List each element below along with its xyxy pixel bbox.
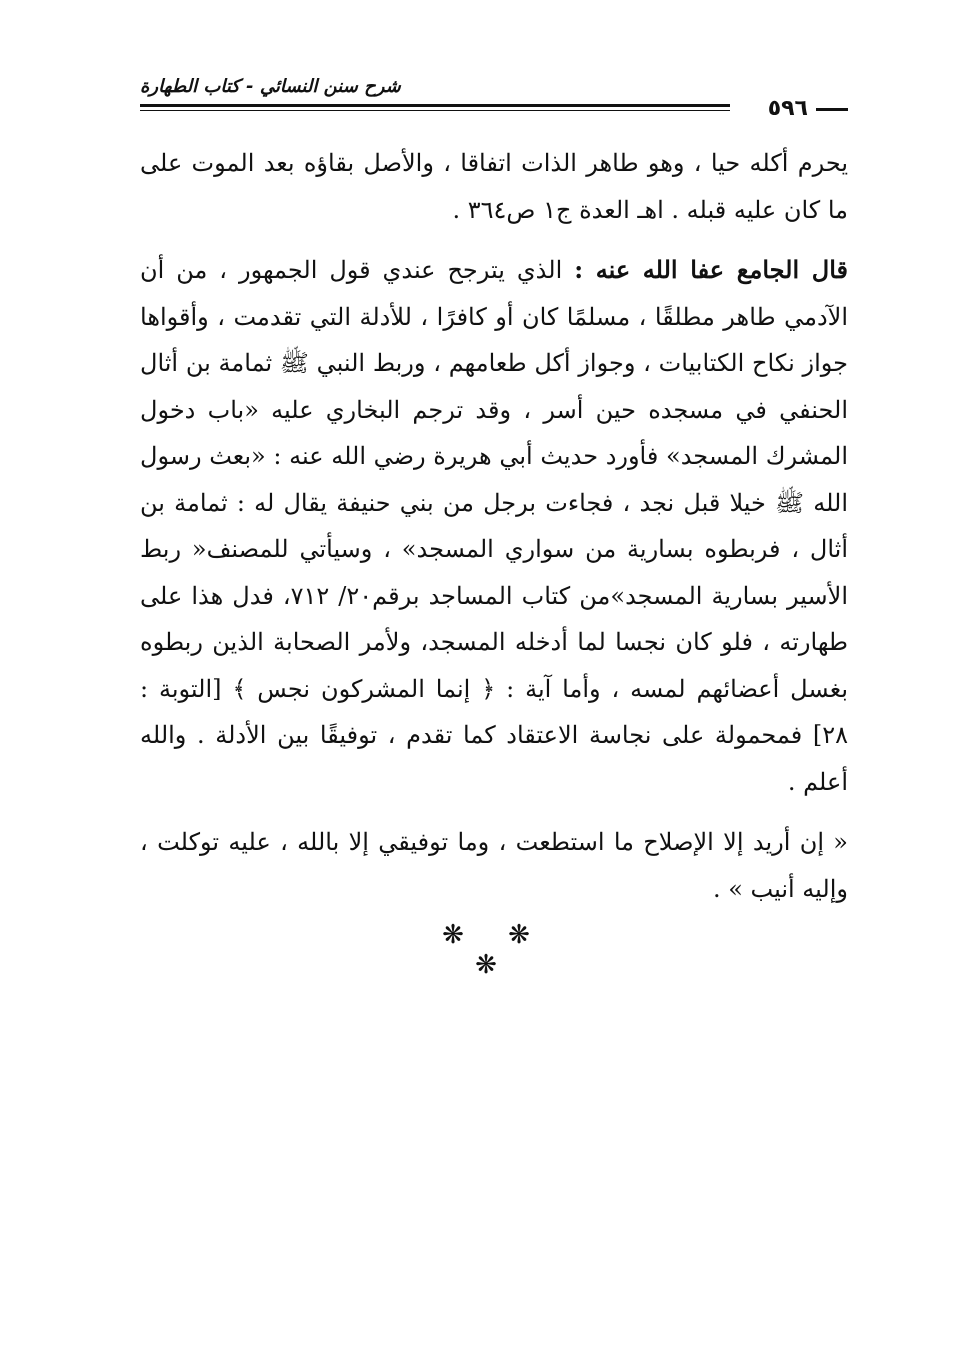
section-ornament: ❋ ❋ ❋ [442,920,548,980]
header-rule [140,104,730,107]
header-dash [816,108,848,111]
running-title: شرح سنن النسائي - كتاب الطهارة [140,76,401,97]
page-number: ٥٩٦ [767,96,808,121]
paragraph-2-text: الذي يترجح عندي قول الجمهور ، من أن الآدمي طاهر مطلقًا ، مسلمًا كان أو كافرًا ، للأدلة التي تقدمت ، وأقواها جواز نكاح الكتابيات ، وجواز أكل طعامهم ، وربط النبي ﷺ ثمامة بن أثال الحنفي في مسجده حين أسر ، وقد ترجم البخاري عليه «باب دخول المشرك المسجد» فأورد حديث أبي هريرة رضي الله عنه : «بعث رسول الله ﷺ خيلا قبل نجد ، فجاءت برجل من بني حنيفة يقال له : ثمامة بن أثال ، فربطوه بسارية من سواري المسجد» ، وسيأتي للمصنف« ربط الأسير بسارية المسجد»من كتاب المساجد برقم٢٠/ ٧١٢، فدل هذا على طهارته ، فلو كان نجسا لما أدخله المسجد، ولأمر الصحابة الذين ربطوه بغسل أعضائهم لمسه ، وأما آية : ﴿ إنما المشركون نجس ﴾ [التوبة : ٢٨] فمحمولة على نجاسة الاعتقاد كما تقدم ، توفيقًا بين الأدلة . والله أعلم . [140,256,848,796]
paragraph-3: « إن أريد إلا الإصلاح ما استطعت ، وما توفيقي إلا بالله ، عليه توكلت ، وإليه أنيب » . [140,828,848,903]
paragraph-2 [140,247,848,805]
paragraph-1: يحرم أكله حيا ، وهو طاهر الذات اتفاقا ، والأصل بقاؤه بعد الموت على ما كان عليه قبله . اهـ العدة ج١ ص٣٦٤ . [140,149,848,224]
speaker-label: قال الجامع عفا الله عنه : [574,255,849,284]
page-header [140,72,848,122]
page-body [140,140,848,926]
header-rule-thin [140,110,730,111]
